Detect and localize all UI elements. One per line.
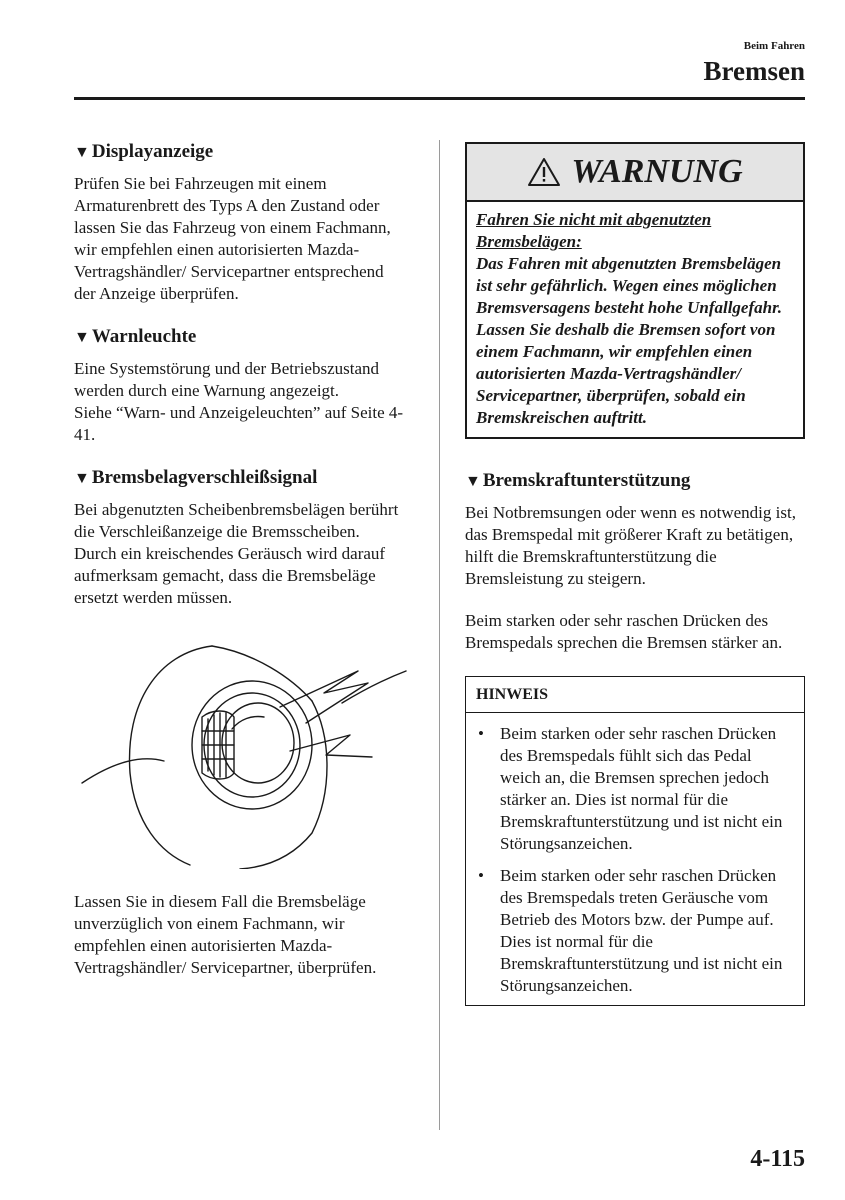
- section-bremskraftunterstuetzung: [465, 469, 805, 654]
- right-column: [465, 140, 805, 1006]
- section-heading: [74, 466, 404, 491]
- section-warnleuchte: [74, 325, 404, 446]
- page-number: 4-115: [750, 1146, 805, 1172]
- triangle-marker-icon: ▼: [74, 329, 90, 346]
- column-divider: [439, 140, 440, 1130]
- section-heading-text: Displayanzeige: [91, 141, 214, 162]
- left-column: [74, 140, 404, 979]
- note-body: [466, 713, 804, 1005]
- warning-triangle-icon: [527, 157, 561, 187]
- warning-box: [465, 142, 805, 439]
- chapter-label: Beim Fahren: [743, 40, 805, 52]
- warning-text: Das Fahren mit abgenutzten Bremsbelägen ist sehr gefährlich. Wegen eines möglichen Bremsversagens besteht hohe Unfallgefahr. Lassen Sie deshalb die Bremsen sofort von einem Fachmann, wir empfehlen einen autorisierten Mazda-Vertragshändler/ Servicepartner, überprüfen, sobald ein Bremskreischen auftritt.: [476, 254, 783, 427]
- cross-reference: Siehe “Warn- und Anzeigeleuchten” auf Seite 4-41.: [74, 403, 404, 444]
- note-item-text: Beim starken oder sehr raschen Drücken des Bremspedals treten Geräusche vom Betrieb des Motors bzw. der Pumpe auf. Dies ist normal für die Bremskraftunterstützung und ist nicht ein Störungsanzeichen.: [500, 866, 783, 995]
- triangle-marker-icon: ▼: [74, 144, 90, 161]
- section-displayanzeige: [74, 140, 404, 305]
- warning-title: WARNUNG: [571, 153, 743, 190]
- section-heading: [465, 469, 805, 494]
- note-box: [465, 676, 805, 1006]
- brake-wear-indicator-illustration: [80, 643, 410, 869]
- section-heading: [74, 140, 404, 165]
- paragraph: Bei Notbremsungen oder wenn es notwendig ist, das Bremspedal mit größerer Kraft zu betätigen, hilft die Bremskraftunterstützung die Bremsleistung zu steigern.: [465, 503, 796, 588]
- note-item: [476, 865, 792, 997]
- note-item-text: Beim starken oder sehr raschen Drücken des Bremspedals fühlt sich das Pedal weich an, die Bremsen sprechen jedoch stärker an. Dies ist normal für die Bremskraftunterstützung und ist nicht ein Störungsanzeichen.: [500, 724, 783, 853]
- bullet-icon: •: [478, 724, 484, 743]
- paragraph: Beim starken oder sehr raschen Drücken des Bremspedals sprechen die Bremsen stärker an.: [465, 611, 783, 652]
- paragraph: Bei abgenutzten Scheibenbremsbelägen berührt die Verschleißanzeige die Bremsscheiben. Durch ein kreischendes Geräusch wird darauf aufmerksam gemacht, dass die Bremsbeläge ersetzt werden müssen.: [74, 500, 399, 607]
- triangle-marker-icon: ▼: [74, 470, 90, 487]
- section-heading-text: Warnleuchte: [91, 326, 197, 347]
- section-heading: [74, 325, 404, 350]
- bullet-icon: •: [478, 866, 484, 885]
- paragraph: Eine Systemstörung und der Betriebszustand werden durch eine Warnung angezeigt.: [74, 359, 380, 400]
- warning-lead: Fahren Sie nicht mit abgenutzten Bremsbelägen:: [476, 210, 712, 251]
- header-rule: [74, 97, 805, 100]
- note-item: [476, 723, 792, 855]
- triangle-marker-icon: ▼: [465, 473, 481, 490]
- paragraph: Prüfen Sie bei Fahrzeugen mit einem Armaturenbrett des Typs A den Zustand oder lassen Sie das Fahrzeug von einem Fachmann, wir empfehlen einen autorisierten Mazda-Vertragshändler/ Servicepartner entsprechend der Anzeige überprüfen.: [74, 174, 391, 303]
- note-title: HINWEIS: [466, 677, 804, 713]
- section-bremsbelagverschleiss: [74, 466, 404, 979]
- page-title: Bremsen: [703, 56, 805, 86]
- section-heading-text: Bremskraftunterstützung: [482, 470, 691, 491]
- section-heading-text: Bremsbelagverschleißsignal: [91, 467, 318, 488]
- paragraph: Lassen Sie in diesem Fall die Bremsbeläge unverzüglich von einem Fachmann, wir empfehlen einen autorisierten Mazda-Vertragshändler/ Servicepartner, überprüfen.: [74, 892, 377, 977]
- warning-header: [467, 144, 803, 202]
- warning-body: [467, 202, 803, 437]
